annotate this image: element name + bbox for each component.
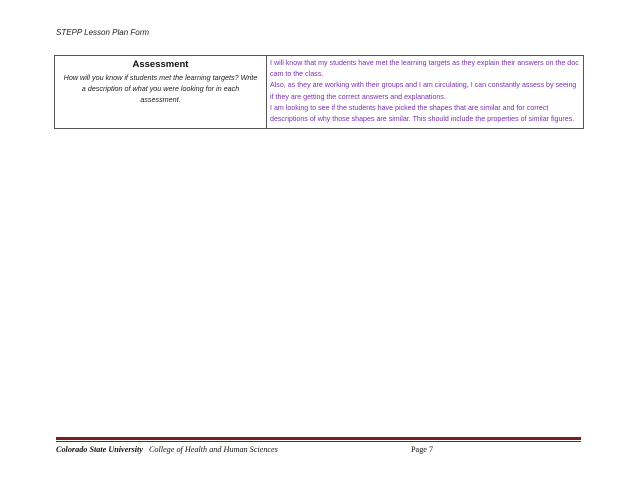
response-paragraph: I will know that my students have met the learning targets as they explain their answers on the doc cam to the class. [270, 59, 579, 79]
response-paragraph: I am looking to see if the students have picked the shapes that are similar and for correct descriptions of why those shapes are similar. This should include the properties of similar figures. [270, 103, 575, 124]
assessment-prompt: How will you know if students met the learning targets? Write a description of what you were looking for in each assessment. [63, 73, 258, 104]
form-header: STEPP Lesson Plan Form [56, 28, 150, 37]
assessment-response-cell [267, 56, 584, 129]
footer-page-number: Page 7 [411, 445, 434, 454]
assessment-row [55, 56, 584, 129]
footer-college: College of Health and Human Sciences [148, 445, 278, 454]
assessment-table [54, 55, 584, 129]
assessment-label-cell [55, 56, 267, 129]
assessment-title: Assessment [132, 59, 189, 70]
footer-university: Colorado State University [56, 445, 143, 454]
footer-rule [56, 437, 581, 440]
response-paragraph: Also, as they are working with their groups and I am circulating, I can constantly assess by seeing if they are getting the correct answers and explanations. [270, 81, 577, 101]
footer-rule-thin [56, 441, 581, 442]
page-footer [56, 445, 581, 454]
